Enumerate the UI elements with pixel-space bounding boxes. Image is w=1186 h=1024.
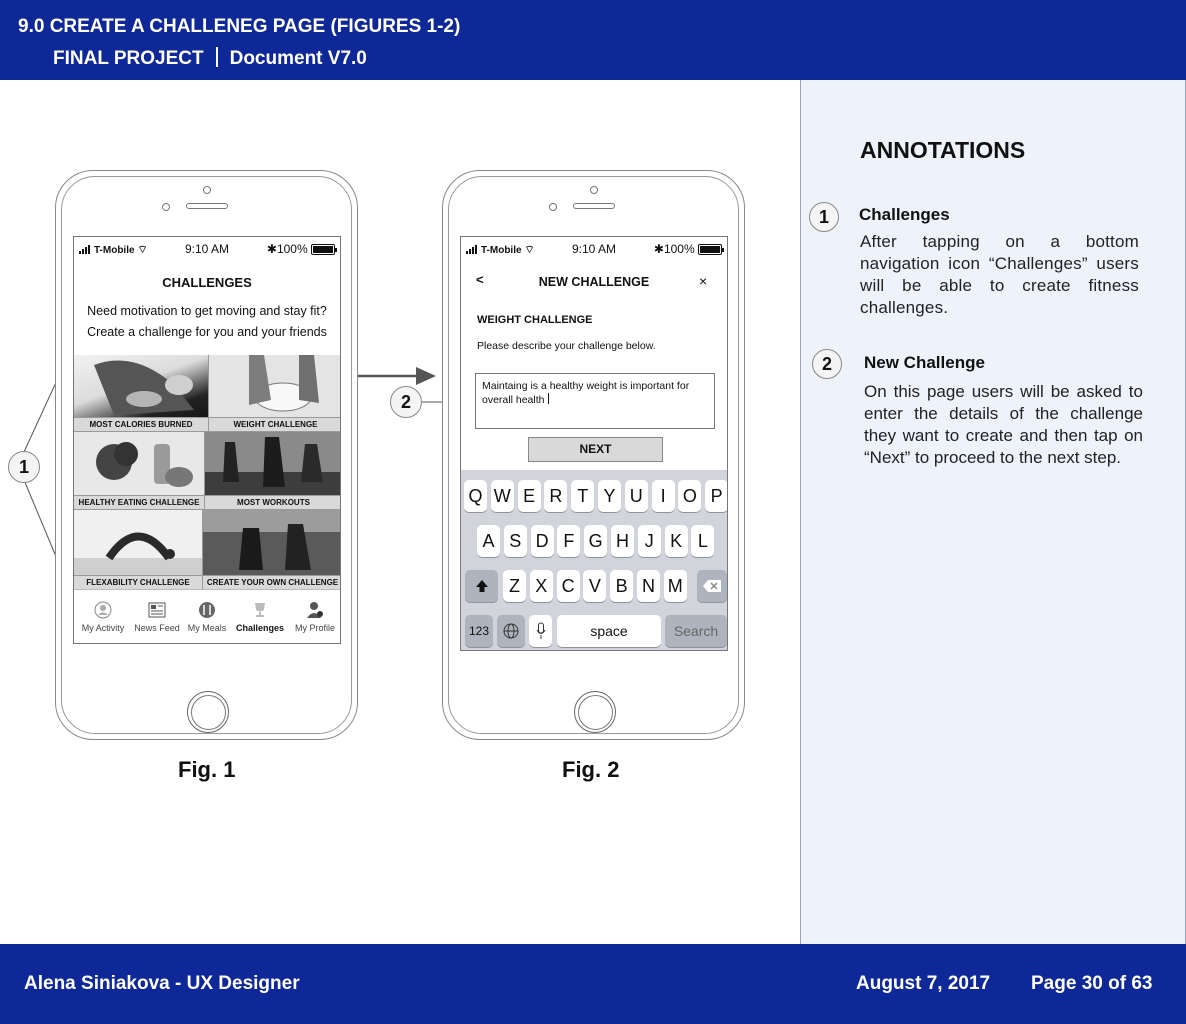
figure-caption-2: Fig. 2 (562, 757, 620, 782)
description-value: Maintaing is a healthy weight is important for overall health (482, 380, 690, 406)
numbers-key[interactable]: 123 (465, 615, 493, 647)
sensor (549, 203, 557, 211)
nav-challenges[interactable]: Challenges (231, 600, 289, 633)
intro-line-2: Create a challenge for you and your friends (87, 325, 327, 339)
key-h[interactable]: H (611, 525, 634, 557)
tile-calories[interactable] (74, 355, 208, 431)
key-t[interactable]: T (571, 480, 594, 512)
flexability-photo (74, 510, 202, 576)
figure-caption-1: Fig. 1 (178, 757, 236, 782)
annotations-title: ANNOTATIONS (860, 137, 1026, 163)
nav-news-feed[interactable]: News Feed (128, 600, 186, 633)
calories-photo (74, 355, 208, 417)
battery: ✱100% (654, 242, 722, 256)
bottom-nav (74, 589, 341, 644)
next-button[interactable]: NEXT (528, 437, 663, 462)
bluetooth-icon: ✱ (653, 242, 664, 256)
key-n[interactable]: N (637, 570, 660, 602)
key-g[interactable]: G (584, 525, 607, 557)
annotation-number-1: 1 (809, 202, 839, 232)
key-m[interactable]: M (664, 570, 687, 602)
key-u[interactable]: U (625, 480, 648, 512)
status-bar (461, 237, 727, 261)
date: August 7, 2017 (856, 973, 991, 994)
workouts-photo (205, 432, 341, 496)
section-title: 9.0 CREATE A CHALLENEG PAGE (FIGURES 1-2) (18, 16, 461, 37)
document-version: Document V7.0 (229, 48, 367, 69)
section-heading: WEIGHT CHALLENGE (477, 314, 593, 326)
intro-line-1: Need motivation to get moving and stay fit? (87, 304, 327, 318)
key-e[interactable]: E (518, 480, 541, 512)
tile-label: CREATE YOUR OWN CHALLENGE (203, 575, 341, 589)
profile-icon (305, 600, 325, 620)
nav-my-profile[interactable]: My Profile (286, 600, 341, 633)
document-footer (0, 944, 1186, 1024)
phone-frame-fig1 (55, 170, 358, 740)
key-s[interactable]: S (504, 525, 527, 557)
nav-my-activity[interactable]: My Activity (74, 600, 132, 633)
bluetooth-icon: ✱ (266, 242, 277, 256)
tile-healthy-eating[interactable] (74, 431, 204, 509)
key-q[interactable]: Q (464, 480, 487, 512)
globe-icon[interactable] (497, 615, 525, 647)
tile-create-own[interactable] (202, 509, 341, 589)
key-j[interactable]: J (638, 525, 661, 557)
clock: 9:10 AM (571, 242, 617, 256)
nav-my-meals[interactable]: My Meals (178, 600, 236, 633)
clock: 9:10 AM (184, 242, 230, 256)
key-a[interactable]: A (477, 525, 500, 557)
keyboard (461, 470, 728, 651)
activity-icon (93, 600, 113, 620)
phone-frame-fig2 (442, 170, 745, 740)
screen-fig2 (460, 236, 728, 651)
microphone-icon[interactable] (529, 615, 552, 647)
tile-label: MOST CALORIES BURNED (74, 417, 208, 431)
healthy-eating-photo (74, 432, 204, 496)
key-k[interactable]: K (665, 525, 688, 557)
key-b[interactable]: B (610, 570, 633, 602)
prompt-text: Please describe your challenge below. (477, 340, 656, 352)
wifi-icon: ⌔ (137, 244, 148, 256)
key-i[interactable]: I (652, 480, 675, 512)
search-key[interactable]: Search (665, 615, 727, 647)
create-own-photo (203, 510, 341, 576)
tile-weight[interactable] (208, 355, 341, 431)
key-o[interactable]: O (678, 480, 701, 512)
shift-icon[interactable] (465, 570, 498, 602)
key-y[interactable]: Y (598, 480, 621, 512)
front-camera (590, 186, 598, 194)
key-d[interactable]: D (531, 525, 554, 557)
key-r[interactable]: R (544, 480, 567, 512)
earpiece-speaker (573, 203, 615, 209)
key-x[interactable]: X (530, 570, 553, 602)
annotation-text-1: After tapping on a bottom navigation icon “Challenges” users will be able to create fitness challenges. (860, 232, 1139, 317)
meals-icon (197, 600, 217, 620)
key-z[interactable]: Z (503, 570, 526, 602)
description-textarea[interactable] (475, 373, 715, 429)
text-cursor (548, 393, 549, 404)
author: Alena Siniakova - UX Designer (24, 973, 300, 994)
annotation-heading-2: New Challenge (864, 353, 985, 372)
key-l[interactable]: L (691, 525, 714, 557)
page-number: Page 30 of 63 (1031, 973, 1153, 994)
callout-2: 2 (390, 386, 422, 418)
key-w[interactable]: W (491, 480, 514, 512)
battery: ✱100% (267, 242, 335, 256)
annotation-text-2: On this page users will be asked to enter the details of the challenge they want to create and then tap on “Next” to proceed to the next step. (864, 382, 1143, 467)
front-camera (203, 186, 211, 194)
backspace-icon[interactable] (697, 570, 727, 602)
back-button[interactable]: < (476, 272, 484, 287)
close-icon[interactable]: × (699, 273, 708, 289)
tile-label: HEALTHY EATING CHALLENGE (74, 495, 204, 509)
battery-icon (698, 244, 722, 255)
key-c[interactable]: C (557, 570, 580, 602)
page-title: CHALLENGES (162, 275, 252, 290)
wifi-icon: ⌔ (524, 244, 535, 256)
status-bar (74, 237, 340, 261)
annotation-heading-1: Challenges (859, 205, 950, 224)
annotation-number-2: 2 (812, 349, 842, 379)
newspaper-icon (147, 600, 167, 620)
home-button[interactable] (187, 691, 229, 733)
tile-label: FLEXABILITY CHALLENGE (74, 575, 202, 589)
key-p[interactable]: P (705, 480, 728, 512)
page-title: NEW CHALLENGE (538, 275, 650, 289)
callout-1: 1 (8, 451, 40, 483)
weight-photo (209, 355, 341, 417)
carrier: T-Mobile ⌔ (79, 243, 148, 257)
sensor (162, 203, 170, 211)
trophy-icon (250, 600, 270, 620)
tile-most-workouts[interactable] (204, 431, 341, 509)
project-name: FINAL PROJECT (53, 48, 204, 69)
annotations-panel (800, 80, 1186, 944)
tile-label: WEIGHT CHALLENGE (209, 417, 341, 431)
carrier: T-Mobile ⌔ (466, 243, 535, 257)
key-f[interactable]: F (557, 525, 580, 557)
home-button[interactable] (574, 691, 616, 733)
space-key[interactable]: space (557, 615, 661, 647)
battery-icon (311, 244, 335, 255)
tile-label: MOST WORKOUTS (205, 495, 341, 509)
screen-fig1 (73, 236, 341, 644)
earpiece-speaker (186, 203, 228, 209)
key-v[interactable]: V (583, 570, 606, 602)
tile-flexability[interactable] (74, 509, 202, 589)
